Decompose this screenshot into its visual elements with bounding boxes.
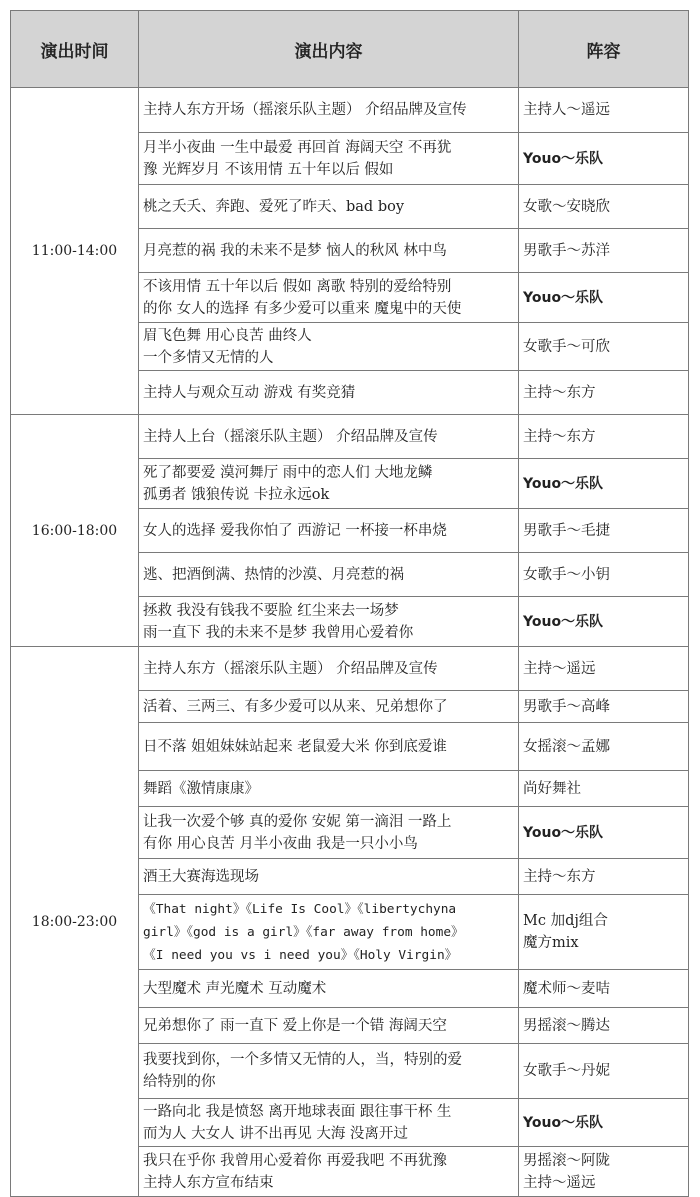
program-content <box>139 323 519 371</box>
performer-line: 女歌手～小钥 <box>523 566 610 583</box>
content-line: 日不落 姐姐妹妹站起来 老鼠爱大米 你到底爱谁 <box>143 738 447 755</box>
performer-line: 女歌手～丹妮 <box>523 1063 610 1079</box>
performer-line: 男摇滚～腾达 <box>523 1017 610 1034</box>
performer <box>519 723 689 771</box>
program-content <box>139 723 519 771</box>
performer-line: 魔方mix <box>523 935 579 951</box>
performer <box>519 133 689 185</box>
performer-line: Youo～乐队 <box>523 150 604 167</box>
content-line: 主持人东方（摇滚乐队主题） 介绍品牌及宣传 <box>143 660 438 677</box>
performer-line: 主持～东方 <box>523 428 596 445</box>
performer <box>519 859 689 895</box>
content-line: 酒王大赛海选现场 <box>143 868 259 885</box>
performer-line: 主持人～遥远 <box>523 102 610 118</box>
content-line: 眉飞色舞 用心良苦 曲终人 <box>143 327 312 344</box>
header-cast: 阵容 <box>519 11 689 88</box>
performer <box>519 771 689 807</box>
performer <box>519 415 689 459</box>
performer-line: 男歌手～苏洋 <box>523 242 610 259</box>
program-content <box>139 859 519 895</box>
content-line: 主持人东方开场（摇滚乐队主题） 介绍品牌及宣传 <box>143 102 467 118</box>
content-line: 给特别的你 <box>143 1074 216 1090</box>
program-content <box>139 647 519 691</box>
content-line: girl》《god is a girl》《far away from home》 <box>143 924 464 940</box>
performer <box>519 1147 689 1197</box>
content-line: 孤勇者 饿狼传说 卡拉永远ok <box>143 486 330 503</box>
performer <box>519 459 689 509</box>
performer <box>519 895 689 970</box>
time-slot: 16:00-18:00 <box>11 415 139 647</box>
content-line: 一路向北 我是愤怒 离开地球表面 跟往事干杯 生 <box>143 1103 452 1120</box>
header-time: 演出时间 <box>11 11 139 88</box>
program-content <box>139 229 519 273</box>
program-content <box>139 185 519 229</box>
program-content <box>139 691 519 723</box>
content-line: 的你 女人的选择 有多少爱可以重来 魔鬼中的天使 <box>143 300 462 317</box>
content-line: 让我一次爱个够 真的爱你 安妮 第一滴泪 一路上 <box>143 813 452 830</box>
performer-line: 尚好舞社 <box>523 780 581 797</box>
program-content <box>139 273 519 323</box>
performer <box>519 553 689 597</box>
performer-line: Youo～乐队 <box>523 289 604 306</box>
content-line: 拯救 我没有钱我不要脸 红尘来去一场梦 <box>143 602 399 619</box>
content-line: 女人的选择 爱我你怕了 西游记 一杯接一杯串烧 <box>143 522 447 539</box>
performer <box>519 229 689 273</box>
performer-line: 主持～东方 <box>523 384 596 401</box>
program-content <box>139 970 519 1008</box>
performer-line: 女歌手～可欣 <box>523 338 610 355</box>
program-content <box>139 597 519 647</box>
program-content <box>139 1147 519 1197</box>
program-content <box>139 771 519 807</box>
header-content: 演出内容 <box>139 11 519 88</box>
performer-line: 魔术师～麦咭 <box>523 980 610 997</box>
performer <box>519 1008 689 1044</box>
table-row <box>11 88 689 133</box>
content-line: 月半小夜曲 一生中最爱 再回首 海阔天空 不再犹 <box>143 139 452 156</box>
performer-line: 女摇滚～孟娜 <box>523 738 610 755</box>
performer-line: 男歌手～毛捷 <box>523 522 610 539</box>
content-line: 桃之夭夭、奔跑、爱死了昨天、bad boy <box>143 198 405 215</box>
content-line: 我只在乎你 我曾用心爱着你 再爱我吧 不再犹豫 <box>143 1152 447 1169</box>
content-line: 而为人 大女人 讲不出再见 大海 没离开过 <box>143 1125 408 1142</box>
performer-line: 男歌手～高峰 <box>523 698 610 715</box>
performer <box>519 273 689 323</box>
content-line: 豫 光辉岁月 不该用情 五十年以后 假如 <box>143 161 394 178</box>
performer-line: Youo～乐队 <box>523 824 604 841</box>
performer-line: Youo～乐队 <box>523 475 604 492</box>
time-slot: 11:00-14:00 <box>11 88 139 415</box>
content-line: 主持人东方宣布结束 <box>143 1174 274 1191</box>
performer <box>519 970 689 1008</box>
program-content <box>139 1044 519 1099</box>
content-line: 主持人上台（摇滚乐队主题） 介绍品牌及宣传 <box>143 428 438 445</box>
content-line: 死了都要爱 漠河舞厅 雨中的恋人们 大地龙鳞 <box>143 464 433 481</box>
schedule-body <box>11 88 689 1197</box>
content-line: 有你 用心良苦 月半小夜曲 我是一只小小鸟 <box>143 835 418 852</box>
performer-line: 主持～遥远 <box>523 660 596 677</box>
program-content <box>139 371 519 415</box>
performer <box>519 1044 689 1099</box>
content-line: 月亮惹的祸 我的未来不是梦 恼人的秋风 林中鸟 <box>143 242 447 259</box>
program-content <box>139 1008 519 1044</box>
content-line: 《I need you vs i need you》《Holy Virgin》 <box>143 947 458 963</box>
performer-line: 主持～东方 <box>523 868 596 885</box>
performer <box>519 88 689 133</box>
performer <box>519 1099 689 1147</box>
performer <box>519 807 689 859</box>
schedule-table <box>10 10 689 1197</box>
program-content <box>139 895 519 970</box>
performer <box>519 323 689 371</box>
program-content <box>139 553 519 597</box>
performer-line: 女歌～安晓欣 <box>523 198 610 215</box>
program-content <box>139 88 519 133</box>
schedule-sheet <box>10 10 688 1197</box>
content-line: 大型魔术 声光魔术 互动魔术 <box>143 980 327 997</box>
performer <box>519 597 689 647</box>
content-line: 《That night》《Life Is Cool》《libertychyna <box>143 901 457 917</box>
table-row <box>11 415 689 459</box>
performer <box>519 691 689 723</box>
performer <box>519 647 689 691</box>
performer-line: 主持～遥远 <box>523 1174 596 1191</box>
content-line: 雨一直下 我的未来不是梦 我曾用心爱着你 <box>143 624 414 641</box>
header-row <box>11 11 689 88</box>
table-row <box>11 647 689 691</box>
content-line: 一个多情又无情的人 <box>143 349 274 366</box>
content-line: 不该用情 五十年以后 假如 离歌 特别的爱给特别 <box>143 278 452 295</box>
content-line: 主持人与观众互动 游戏 有奖竞猜 <box>143 384 356 401</box>
program-content <box>139 509 519 553</box>
performer-line: 男摇滚～阿陇 <box>523 1152 610 1169</box>
performer-line: Youo～乐队 <box>523 613 604 630</box>
time-slot: 18:00-23:00 <box>11 647 139 1197</box>
program-content <box>139 133 519 185</box>
performer-line: Youo～乐队 <box>523 1114 604 1131</box>
program-content <box>139 415 519 459</box>
performer <box>519 185 689 229</box>
program-content <box>139 807 519 859</box>
content-line: 兄弟想你了 雨一直下 爱上你是一个错 海阔天空 <box>143 1017 447 1034</box>
content-line: 舞蹈《激情康康》 <box>143 780 259 797</box>
performer <box>519 509 689 553</box>
program-content <box>139 1099 519 1147</box>
content-line: 我要找到你，一个多情又无情的人，当，特别的爱 <box>143 1052 462 1068</box>
program-content <box>139 459 519 509</box>
content-line: 活着、三两三、有多少爱可以从来、兄弟想你了 <box>143 698 448 715</box>
performer-line: Mc 加dj组合 <box>523 913 608 929</box>
performer <box>519 371 689 415</box>
content-line: 逃、把酒倒满、热情的沙漠、月亮惹的祸 <box>143 566 404 583</box>
